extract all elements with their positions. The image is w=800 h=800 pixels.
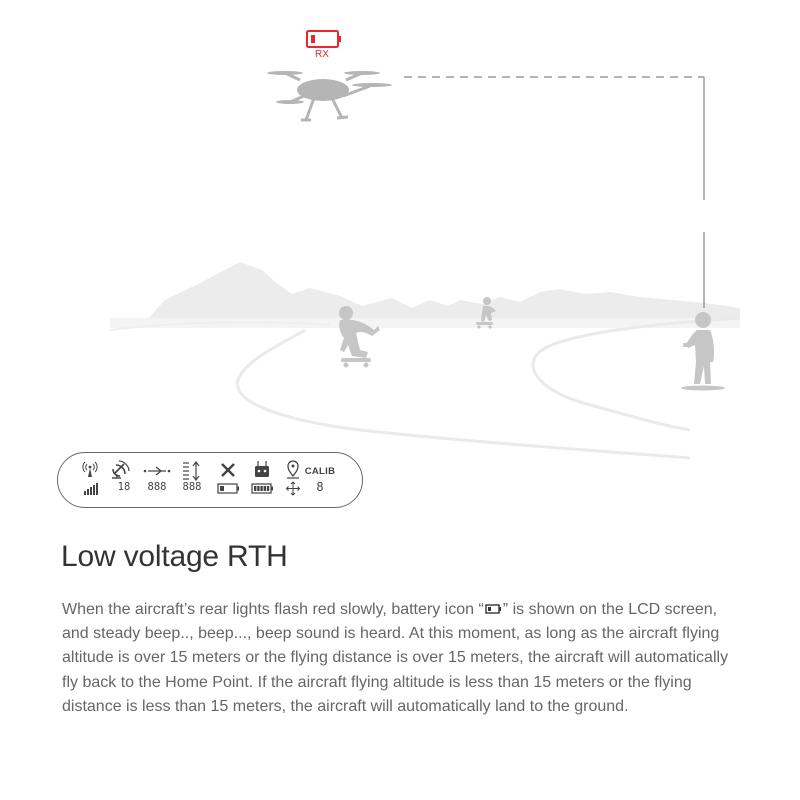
section-title: Low voltage RTH bbox=[61, 540, 288, 573]
calibration-cell bbox=[302, 453, 338, 509]
distance-cell bbox=[139, 453, 175, 509]
battery-segment bbox=[257, 486, 259, 491]
battery-segment bbox=[267, 486, 269, 491]
altitude-value: 888 bbox=[182, 481, 202, 493]
calib-label: CALIB bbox=[304, 466, 336, 477]
gps-cell bbox=[107, 453, 141, 509]
rx-battery-warning-icon bbox=[307, 31, 341, 47]
aircraft-battery-icon bbox=[211, 453, 245, 509]
description-part-1: When the aircraft’s rear lights flash red slowly, battery icon “ bbox=[62, 601, 484, 618]
battery-segment bbox=[260, 486, 262, 491]
rx-battery-label: RX bbox=[315, 49, 329, 60]
aircraft-battery-cell bbox=[211, 453, 245, 509]
section-description bbox=[62, 598, 742, 719]
battery-segment bbox=[264, 486, 266, 491]
battery-segment bbox=[254, 486, 256, 491]
transmitter-battery-icon bbox=[245, 453, 279, 509]
battery-warning-icon bbox=[485, 604, 502, 615]
transmitter-battery-cell bbox=[245, 453, 279, 509]
distance-value: 888 bbox=[147, 481, 167, 493]
description-part-2: ” is shown on the LCD screen, and steady beep.., beep..., beep sound is heard. At this moment, as long as the aircraft flying altitude is over 15 meters or the flying distance is over 15 meters, the aircraft will automatically fly back to the Home Point. If the aircraft flying altitude is less than 15 meters or the flying distance is less than 15 meters, the aircraft will automatically land to the ground. bbox=[62, 601, 729, 715]
calib-value: 8 bbox=[316, 480, 324, 494]
satellite-count: 18 bbox=[117, 481, 131, 493]
mountains bbox=[145, 262, 740, 322]
drone-icon bbox=[267, 71, 392, 120]
altitude-cell bbox=[174, 453, 210, 509]
lcd-panel bbox=[57, 452, 363, 508]
road-curve-left bbox=[237, 330, 690, 458]
